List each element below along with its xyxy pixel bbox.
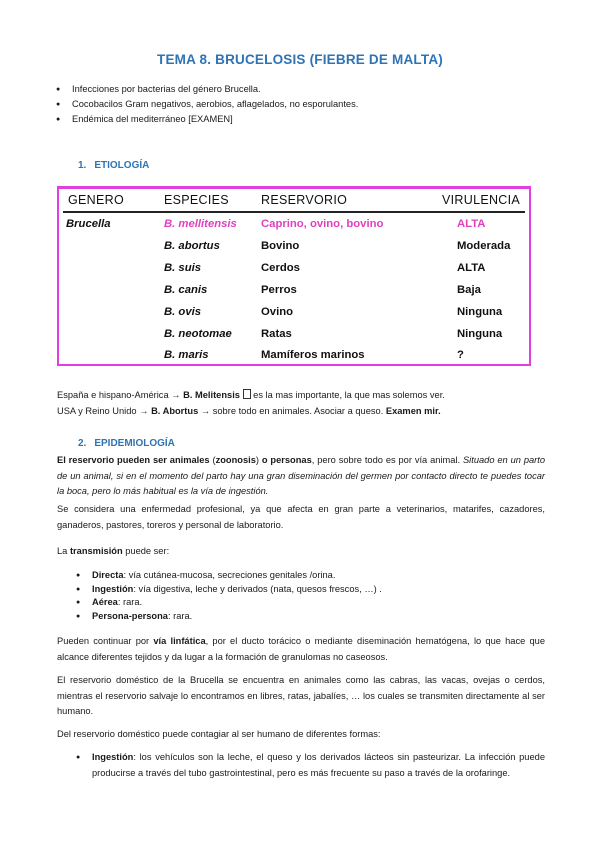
bold-text: o personas xyxy=(261,455,312,465)
table-header-reservorio: RESERVORIO xyxy=(261,193,348,207)
table-header-rule xyxy=(63,211,525,213)
bold-text: Persona-persona xyxy=(92,611,168,622)
table-virulence: Ninguna xyxy=(457,328,503,340)
table-species: B. neotomae xyxy=(164,328,232,340)
table-reservoir: Mamíferos marinos xyxy=(261,349,365,361)
table-virulence: Moderada xyxy=(457,240,511,252)
table-virulence: Ninguna xyxy=(457,306,503,318)
missing-glyph-icon xyxy=(243,389,251,399)
table-virulence: ? xyxy=(457,349,464,361)
table-reservoir: Ratas xyxy=(261,328,292,340)
note-text: sobre todo en animales. Asociar a queso. xyxy=(212,406,384,416)
text: : vía digestiva, leche y derivados (nata, quesos frescos, …) . xyxy=(133,583,382,594)
intro-bullet: ● Cocobacilos Gram negativos, aerobios, aflagelados, no esporulantes. xyxy=(72,97,358,112)
text: ) xyxy=(255,455,262,465)
ingestion-bullet xyxy=(92,750,545,781)
bold-text: Directa xyxy=(92,570,124,580)
table-header-genero: GENERO xyxy=(68,193,124,207)
transmission-intro xyxy=(57,544,545,560)
italic-text: Situado en un parto de un animal, si en el momento del parto hay una gran diseminación del germen por contacto directo te puedes tocar la boca, pero lo más habitual es la vía de ingestión. xyxy=(57,455,546,496)
section-heading-epidemiologia xyxy=(78,438,175,449)
text: : vía cutánea-mucosa, secreciones genitales /orina. xyxy=(123,570,336,580)
arrow-icon: → xyxy=(200,406,211,416)
note-bold: Examen mir. xyxy=(385,406,441,416)
bold-text: El reservorio pueden ser animales xyxy=(57,455,210,465)
table-species: B. ovis xyxy=(164,306,202,318)
section-label: EPIDEMIOLOGÍA xyxy=(94,438,175,449)
list-item xyxy=(92,569,382,583)
table-reservoir: Ovino xyxy=(261,306,294,318)
text: La xyxy=(57,546,70,556)
section-label: ETIOLOGÍA xyxy=(94,160,150,171)
bold-text: Ingestión xyxy=(92,583,134,594)
bold-text: Aérea xyxy=(92,597,118,608)
document-title: TEMA 8. BRUCELOSIS (FIEBRE DE MALTA) xyxy=(157,52,443,67)
text: : los vehículos son la leche, el queso y los derivados lácteos sin pasteurizar. La infección puede producirse a través del tubo gastrointestinal, pero es más frecuente su paso a través de la orofaringe. xyxy=(92,752,545,778)
list-item xyxy=(92,596,382,610)
table-virulence: ALTA xyxy=(457,218,486,230)
table-reservoir: Perros xyxy=(261,284,297,296)
section-heading-etiologia xyxy=(78,160,149,171)
section-number: 1. xyxy=(78,160,87,171)
table-reservoir: Caprino, ovino, bovino xyxy=(261,218,384,230)
contagion-intro: Del reservorio doméstico puede contagiar al ser humano de diferentes formas: xyxy=(57,729,381,739)
note-bold: B. Melitensis xyxy=(183,390,240,400)
table-species: B. canis xyxy=(164,284,208,296)
text: puede ser: xyxy=(122,546,170,556)
table-virulence: Baja xyxy=(457,284,481,296)
table-header-virulencia: VIRULENCIA xyxy=(442,193,521,207)
note-bold: B. Abortus xyxy=(151,406,199,416)
bold-text: Ingestión xyxy=(92,752,134,762)
section-number: 2. xyxy=(78,438,87,449)
table-reservoir: Cerdos xyxy=(261,262,300,274)
table-species: B. suis xyxy=(164,262,202,274)
text: , pero sobre todo es por vía animal. xyxy=(311,455,463,465)
intro-bullet: ● Endémica del mediterráneo [EXAMEN] xyxy=(72,112,358,127)
table-reservoir: Bovino xyxy=(261,240,300,252)
species-table xyxy=(57,186,531,366)
note-melitensis xyxy=(57,388,545,404)
arrow-icon: → xyxy=(171,390,181,400)
table-genus: Brucella xyxy=(66,218,111,230)
text: Pueden continuar por xyxy=(57,636,154,646)
reservoir-paragraph: El reservorio doméstico de la Brucella se encuentra en animales como las cabras, las vacas, ovejas o cerdos, mientras el reservorio salvaje lo encontramos en libres, ratas, jabalíes, … los cuales se transmiten directamente al ser humano. xyxy=(57,675,545,716)
bold-text: zoonosis xyxy=(215,455,256,465)
list-item xyxy=(92,583,382,597)
table-header-especies: ESPECIES xyxy=(164,193,229,207)
text: , por el ducto torácico o mediante diseminación hematógena, lo que hace que alcance diferentes tejidos y da lugar a la formación de granulomas no caseosos. xyxy=(57,636,545,662)
table-species: B. maris xyxy=(164,349,209,361)
note-abortus xyxy=(57,404,545,420)
intro-bullet: ● Infecciones por bacterias del género Brucella. xyxy=(72,82,358,97)
list-item xyxy=(92,610,382,624)
arrow-icon: → xyxy=(139,406,149,416)
note-text: España e hispano-América xyxy=(57,390,169,400)
table-species: B. abortus xyxy=(164,240,220,252)
table-virulence: ALTA xyxy=(457,262,486,274)
lymphatic-paragraph xyxy=(57,634,545,665)
text: : rara. xyxy=(117,597,143,608)
intro-bullet-list xyxy=(72,82,358,127)
table-species: B. mellitensis xyxy=(164,218,237,230)
text: : rara. xyxy=(167,611,193,622)
note-text: es la mas importante, la que mas solemos ver. xyxy=(253,390,445,400)
note-text: USA y Reino Unido xyxy=(57,406,137,416)
bold-text: vía linfática xyxy=(153,636,206,646)
epidemiology-paragraph xyxy=(57,453,545,500)
bold-text: transmisión xyxy=(69,546,123,556)
transmission-list xyxy=(92,569,382,624)
text: ( xyxy=(209,455,216,465)
occupational-paragraph: Se considera una enfermedad profesional, ya que afecta en gran parte a veterinarios, matarifes, cazadores, ganaderos, pastores, toreros y personal de laboratorio. xyxy=(57,504,545,530)
